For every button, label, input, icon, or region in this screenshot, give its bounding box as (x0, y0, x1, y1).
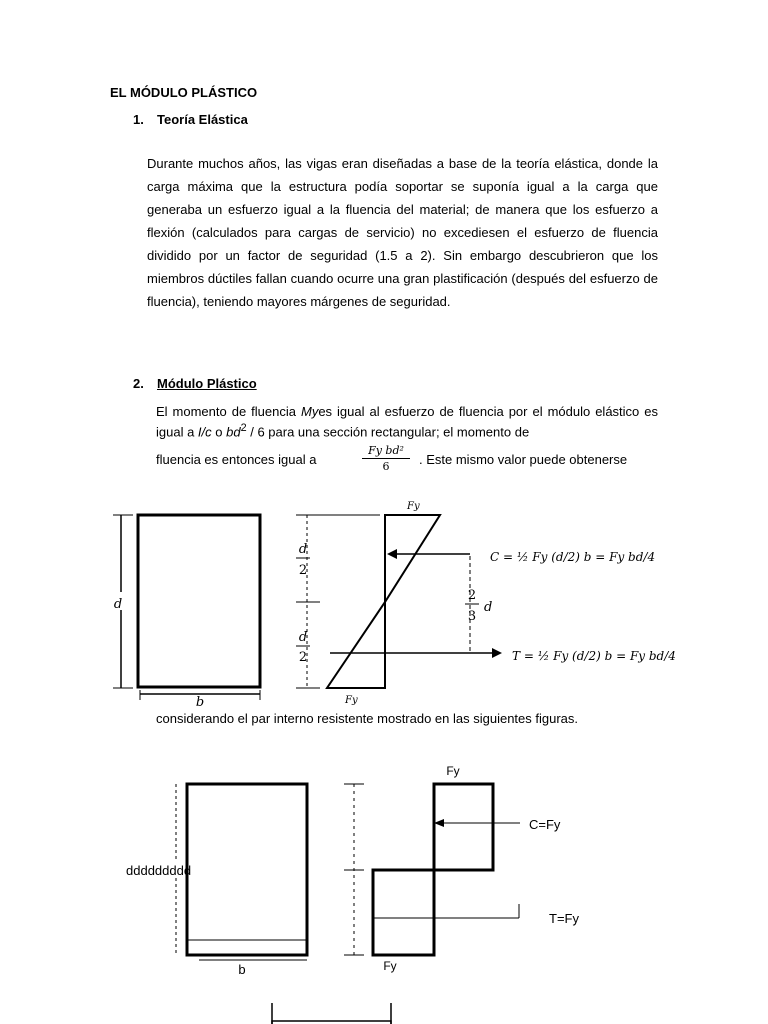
label-C-2: C=Fy (529, 817, 561, 832)
section-heading-1 (133, 112, 248, 127)
label-twothirds-num: 2 (467, 588, 477, 603)
line3-right-text: . Este mismo valor puede obtenerse (419, 452, 628, 467)
label-d-half-den: 2 (298, 563, 308, 578)
formula-denominator: 6 (362, 458, 410, 473)
label-d-half-den-2: 2 (298, 650, 308, 665)
superscript-2: 2 (240, 422, 247, 434)
label-d-2: ddddddddd (126, 863, 192, 878)
line3-left-text: fluencia es entonces igual a (156, 452, 317, 467)
compression-block (434, 784, 493, 870)
symbol-ic: I/c (197, 424, 212, 440)
equation-C: C = ½ Fy (d/2) b = Fy bd/4 (490, 550, 656, 564)
label-fy-bottom-2: Fy (383, 959, 397, 973)
text-run: / 6 para una sección rectangular; el momento de (246, 424, 530, 440)
paragraph-elastic-theory: Durante muchos años, las vigas eran diseñadas a base de la teoría elástica, donde la carga máxima que la estructura podía soportar se suponía igual a la carga que generaba un esfuerzo igual a la fluencia del material; de manera que los esfuerzo a flexión (calculados para cargas de servicio) no excediesen el esfuerzo de fluencia dividido por un factor de seguridad (1.5 a 2). Sin embargo descubrieron que los miembros dúctiles fallan cuando ocurre una gran plastificación (después del esfuerzo de fluencia), teniendo mayores márgenes de seguridad. (147, 156, 658, 309)
label-fy-top: Fy (407, 501, 420, 512)
section-number-2: 2. (133, 376, 144, 391)
text-run: o (211, 424, 227, 440)
label-d-half-num: d (298, 542, 308, 557)
label-fy-bottom: Fy (345, 695, 358, 706)
paragraph-considering: considerando el par interno resistente mostrado en las siguientes figuras. (156, 711, 579, 726)
label-b: b (195, 695, 205, 710)
text-run: El momento de fluencia (156, 404, 301, 419)
tension-triangle (327, 602, 385, 688)
label-twothirds-var: d (484, 600, 493, 615)
section-rectangle (138, 515, 260, 687)
paragraph-plastic-modulus (156, 404, 658, 440)
document-title: EL MÓDULO PLÁSTICO (110, 85, 258, 100)
text-run: es igual al esfuerzo de fluencia por el módulo elástico es igual a (156, 404, 659, 440)
formula-numerator: Fy bd² (368, 444, 404, 457)
tension-block (373, 870, 434, 955)
label-fy-top-2: Fy (446, 764, 460, 778)
label-twothirds-den: 3 (467, 609, 477, 624)
section-title-1: Teoría Elástica (157, 112, 248, 127)
equation-T: T = ½ Fy (d/2) b = Fy bd/4 (512, 649, 676, 663)
symbol-my: My (300, 404, 319, 419)
section-rectangle-2 (187, 784, 307, 955)
label-b-2: b (238, 962, 246, 977)
section-title-2: Módulo Plástico (157, 376, 257, 391)
formula-fraction (362, 444, 410, 473)
label-d-half-num-2: d (298, 630, 308, 645)
section-number-1: 1. (133, 112, 144, 127)
symbol-bd: bd (226, 424, 241, 440)
compression-triangle (385, 515, 440, 602)
section-heading-2 (133, 376, 257, 391)
label-d: d (113, 597, 123, 612)
label-T-2: T=Fy (549, 911, 579, 926)
